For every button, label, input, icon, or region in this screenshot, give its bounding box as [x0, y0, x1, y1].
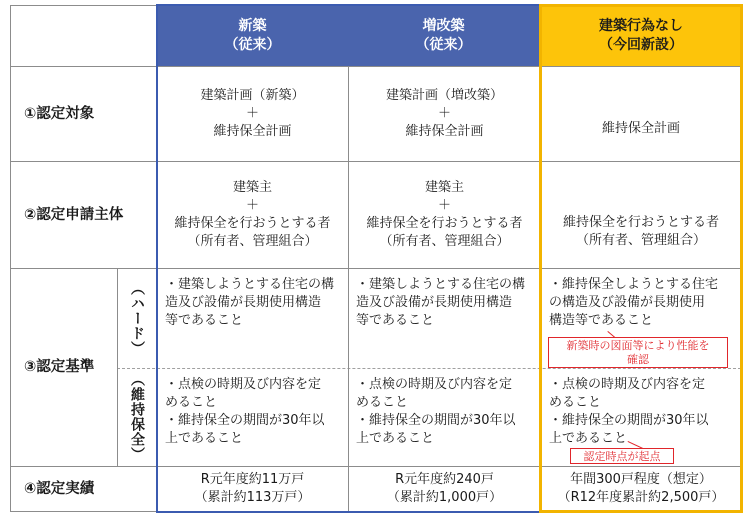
header-col1-sub: （従来） — [224, 36, 281, 53]
text-line: （累計約113万戸） — [194, 489, 311, 505]
text-line: ＋ — [437, 105, 451, 121]
header-renovation — [348, 5, 539, 66]
r3-maint-col2 — [348, 368, 541, 466]
text-line: ・点検の時期及び内容を定 — [356, 377, 513, 392]
header-col2-sub: （従来） — [415, 36, 472, 53]
text-line: 造及び設備が長期使用構造 — [165, 295, 322, 310]
r2-col2 — [348, 161, 541, 268]
text-line: ＋ — [245, 197, 259, 213]
r3-hard-col2 — [348, 268, 541, 368]
text-line: （累計約1,000戸） — [386, 489, 503, 505]
sublabel-hard: （ハード） — [129, 280, 145, 356]
header-no-construction — [541, 5, 741, 66]
text-line: めること — [356, 395, 409, 410]
table-border-top — [10, 5, 157, 6]
text-line: 上であること — [356, 431, 435, 446]
r2-col1 — [157, 161, 348, 268]
header-col2-title: 増改築 — [422, 17, 465, 34]
text-line: 建築計画（新築） — [200, 87, 305, 103]
text-line: 等であること — [356, 313, 435, 328]
text-line: ＋ — [245, 105, 259, 121]
text-line: ・点検の時期及び内容を定 — [165, 377, 322, 392]
text-line: めること — [549, 395, 602, 410]
text-line: ＋ — [437, 197, 451, 213]
text-line: 年間300戸程度（想定） — [570, 471, 712, 487]
r4-col3 — [541, 466, 741, 511]
r2-col3 — [541, 161, 741, 268]
header-col3-title: 建築行為なし — [599, 17, 683, 34]
row-label-applicant: ②認定申請主体 — [24, 206, 124, 223]
text-line: （R12年度累計約2,500戸） — [557, 489, 725, 505]
text-line: ・建築しようとする住宅の構 — [165, 277, 335, 292]
sublabel-maintenance: （維持保全） — [129, 372, 145, 462]
callout-text: 確認 — [627, 353, 649, 366]
text-line: 維持保全計画 — [213, 123, 292, 139]
row-label-criteria: ③認定基準 — [24, 359, 95, 375]
text-line: めること — [165, 395, 218, 410]
r1-col1 — [157, 66, 348, 161]
text-line: ・点検の時期及び内容を定 — [549, 377, 706, 392]
r4-col2 — [348, 466, 541, 511]
text-line: 維持保全を行おうとする者 — [174, 215, 331, 231]
callout-start-point: 認定時点が起点 — [570, 448, 674, 464]
text-line: （所有者、管理組合） — [379, 233, 510, 249]
header-col3-sub: （今回新設） — [599, 36, 683, 53]
text-line: （所有者、管理組合） — [575, 232, 706, 248]
text-line: 建築主 — [424, 179, 464, 195]
r3-maint-col1 — [157, 368, 348, 466]
text-line: ・維持保全の期間が30年以 — [549, 413, 709, 428]
r1-col2 — [348, 66, 541, 161]
text-line: R元年度約11万戸 — [200, 471, 305, 487]
row-label-target: ①認定対象 — [24, 105, 95, 122]
row-label-results: ④認定実績 — [24, 480, 95, 497]
text-line: ・建築しようとする住宅の構 — [356, 277, 526, 292]
text-line: 建築主 — [232, 179, 272, 195]
header-new-construction — [157, 5, 348, 66]
text-line: 維持保全計画 — [405, 123, 484, 139]
r1-col3 — [541, 66, 741, 161]
callout-text: 新築時の図面等により性能を — [566, 339, 710, 352]
text-line: ・維持保全の期間が30年以 — [356, 413, 516, 428]
text-line: R元年度約240戸 — [395, 471, 494, 487]
text-line: ・維持保全の期間が30年以 — [165, 413, 325, 428]
text-line: 建築計画（増改築） — [385, 87, 503, 103]
text-line: 維持保全を行おうとする者 — [366, 215, 523, 231]
text-line: 上であること — [549, 431, 628, 446]
header-col1-title: 新築 — [238, 17, 267, 34]
text-line: 造及び設備が長期使用構造 — [356, 295, 513, 310]
text-line: 維持保全を行おうとする者 — [562, 214, 719, 230]
text-line: 上であること — [165, 431, 244, 446]
text-line: 構造等であること — [549, 313, 654, 328]
text-line: ・維持保全しようとする住宅 — [549, 277, 719, 292]
r3-hard-col1 — [157, 268, 348, 368]
callout-design-check — [548, 337, 728, 368]
text-line: （所有者、管理組合） — [187, 233, 318, 249]
text-line: の構造及び設備が長期使用 — [549, 295, 706, 310]
text-line: 等であること — [165, 313, 244, 328]
text-line: 維持保全計画 — [601, 120, 680, 136]
table-border-bottom — [10, 511, 741, 512]
r4-col1 — [157, 466, 348, 511]
